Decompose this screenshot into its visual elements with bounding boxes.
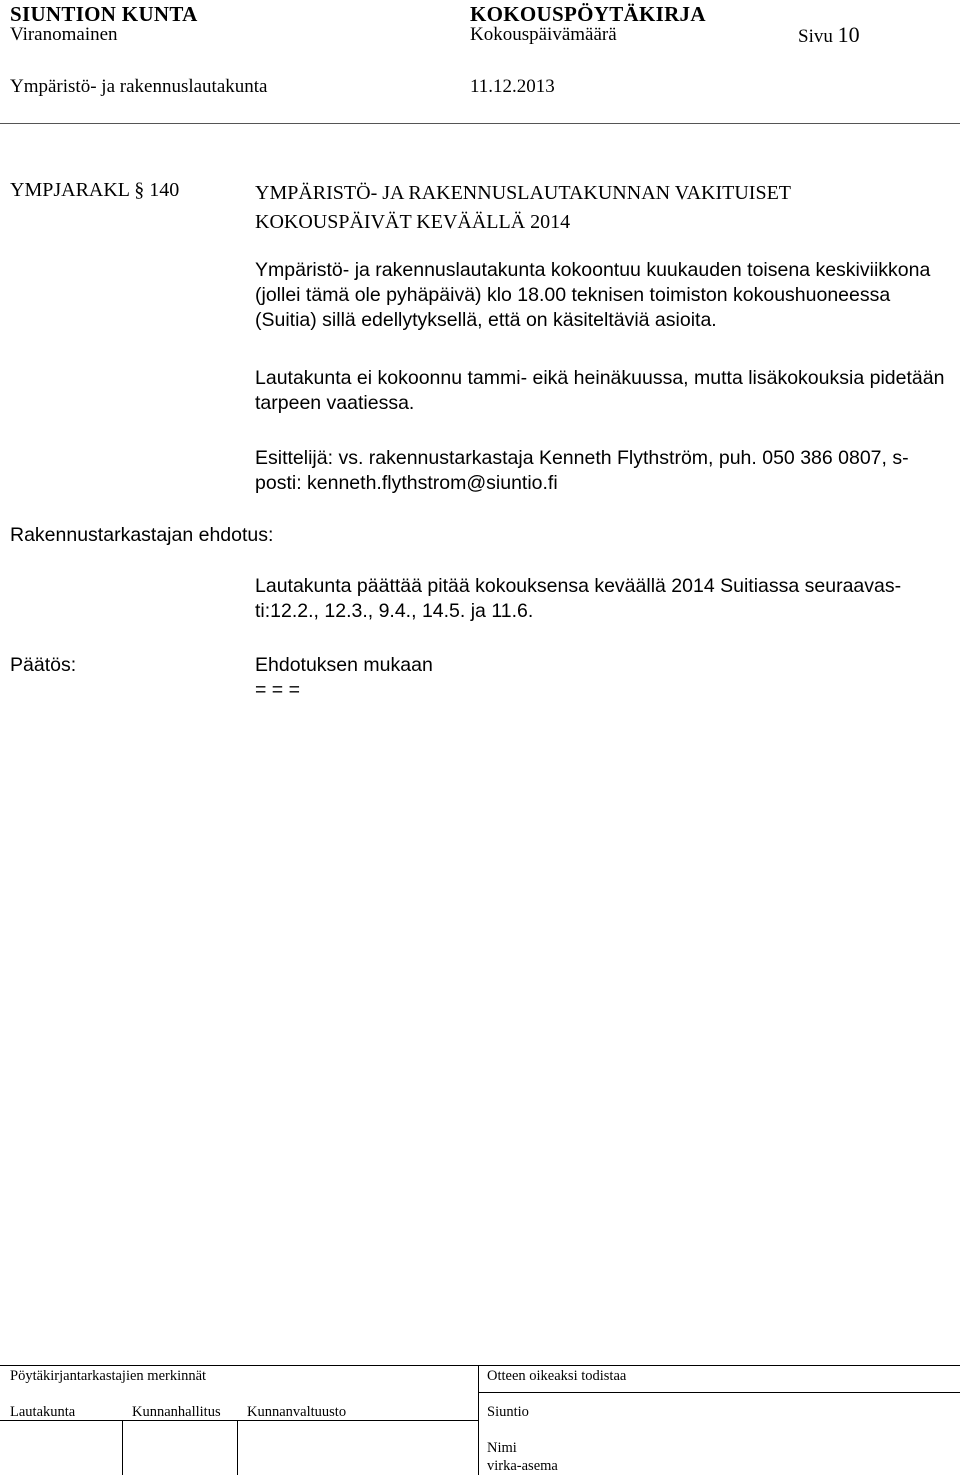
meeting-date: 11.12.2013 [470, 76, 555, 97]
certified-label: Otteen oikeaksi todistaa [487, 1368, 627, 1384]
committee-name: Ympäristö- ja rakennuslautakunta [10, 76, 268, 97]
footer-right-rule [478, 1392, 960, 1393]
decision-text: Ehdotuksen mukaan [255, 654, 433, 676]
footer-col-executive: Kunnanhallitus [132, 1404, 221, 1420]
proposal-text: Lautakunta päättää pitää kokouksensa keväällä 2014 Suitiassa seuraavasti:12.2., 12.3., 9.4., 14.5. ja 11.6. [255, 575, 902, 622]
page-label: Sivu [798, 26, 833, 47]
footer-column-divider-1 [122, 1420, 123, 1475]
presenter-info: Esittelijä: vs. rakennustarkastaja Kenneth Flythström, puh. 050 386 0807, s-posti: kenneth.flythstrom@siuntio.fi [255, 447, 909, 494]
page-number: 10 [837, 22, 860, 47]
footer-name-label: Nimi [487, 1440, 517, 1456]
meeting-date-label: Kokouspäivämäärä [470, 24, 617, 45]
page-indicator [798, 22, 860, 48]
document-type: KOKOUSPÖYTÄKIRJA [470, 2, 706, 26]
footer-col-council: Kunnanvaltuusto [247, 1404, 347, 1420]
footer-column-divider-2 [237, 1420, 238, 1475]
end-marker: = = = [255, 679, 300, 701]
footer-middle-divider [478, 1365, 479, 1475]
section-code: YMPJARAKL § 140 [10, 179, 180, 201]
signers-label: Pöytäkirjantarkastajien merkinnät [10, 1368, 207, 1384]
decision-label: Päätös: [10, 654, 77, 676]
section-title: YMPÄRISTÖ- JA RAKENNUSLAUTAKUNNAN VAKITUISET KOKOUSPÄIVÄT KEVÄÄLLÄ 2014 [255, 182, 791, 233]
footer-place: Siuntio [487, 1404, 529, 1420]
authority-label: Viranomainen [10, 24, 118, 45]
footer-top-rule [0, 1365, 960, 1366]
decision-block [255, 653, 945, 703]
paragraph-meeting-schedule: Ympäristö- ja rakennuslautakunta kokoontuu kuukauden toisena keskiviikkona (jollei tämä ole pyhäpäivä) klo 18.00 teknisen toimiston kokoushuoneessa (Suitia) sillä edellytyksellä, että on käsiteltäviä asioita. [255, 259, 931, 331]
paragraph-extra-meetings: Lautakunta ei kokoonnu tammi- eikä heinäkuussa, mutta lisäkokouksia pidetään tarpeen vaatiessa. [255, 367, 945, 414]
organization-name: SIUNTION KUNTA [10, 2, 198, 26]
header-divider [0, 123, 960, 124]
proposal-label: Rakennustarkastajan ehdotus: [10, 524, 274, 546]
footer-office-label: virka-asema [487, 1458, 558, 1474]
footer-col-board: Lautakunta [10, 1404, 76, 1420]
